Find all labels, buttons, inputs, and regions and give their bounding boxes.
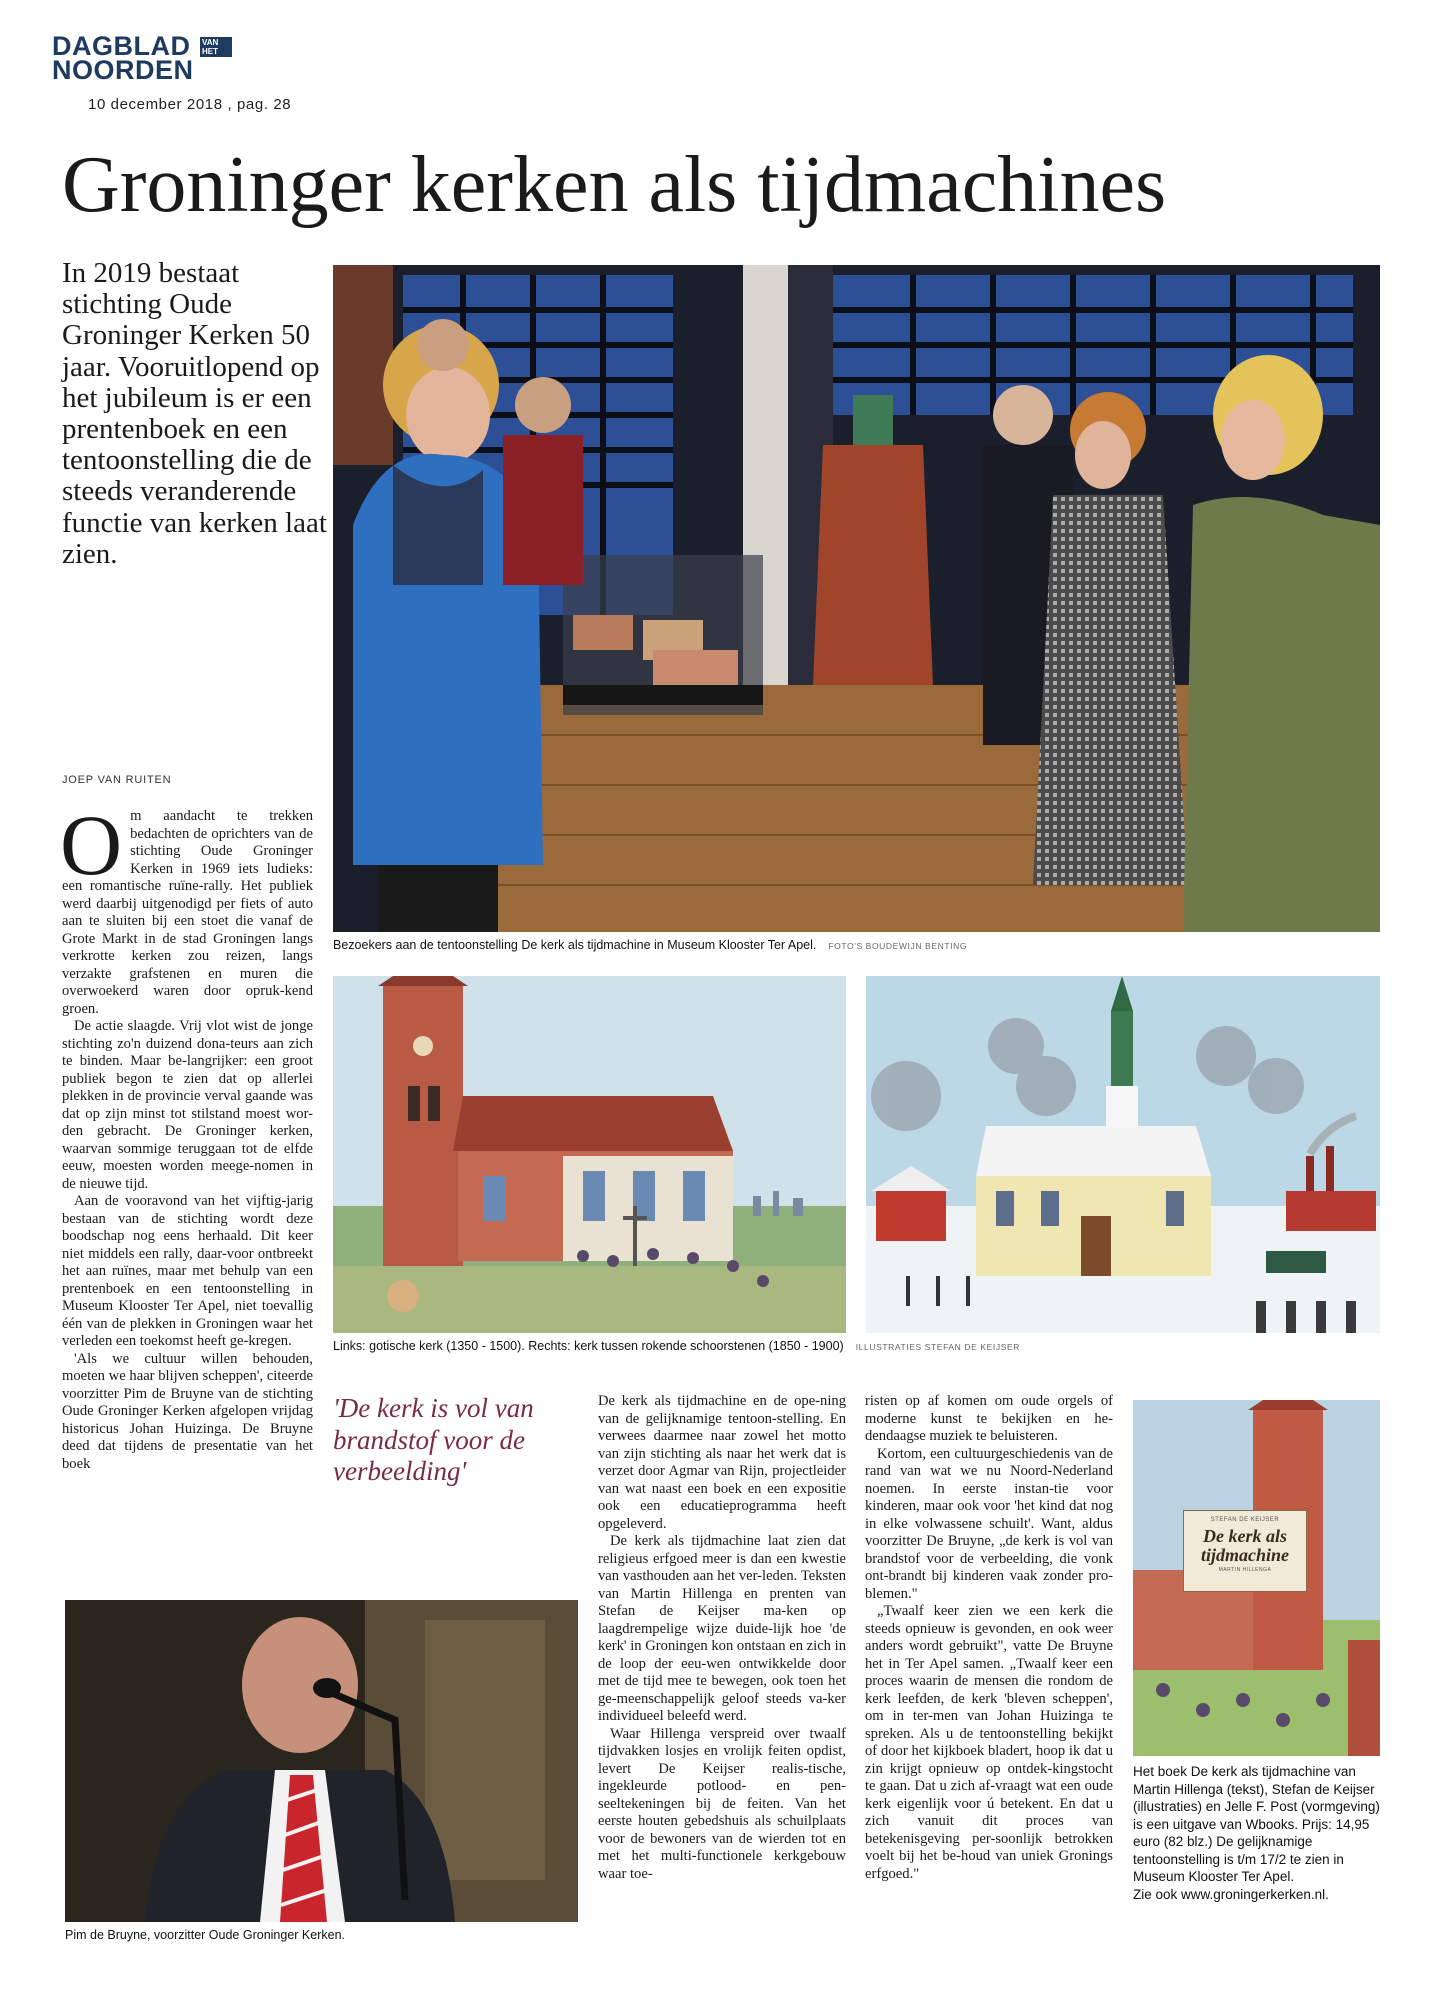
main-photo-exhibition [333, 265, 1380, 932]
dropcap: O [60, 797, 123, 893]
illustrations-caption-text: Links: gotische kerk (1350 - 1500). Rechts: kerk tussen rokende schoorstenen (1850 - 1900) [333, 1339, 844, 1353]
book-caption [1133, 1763, 1393, 1903]
logo-small-text: VAN HET [200, 37, 232, 57]
logo-line-1: DAGBLAD [52, 31, 191, 61]
dateline: 10 december 2018 , pag. 28 [88, 96, 292, 113]
article-column-4 [865, 1393, 1113, 1883]
main-photo-image [333, 265, 1380, 932]
illustration-gothic-church-image [333, 976, 846, 1333]
book-cover-subtitle: MARTIN HILLENGA [1218, 1567, 1272, 1573]
paragraph-8: risten op af komen om oude orgels of moderne kunst te bekijken en he-dendaagse muziek te beluisteren. [865, 1393, 1113, 1444]
paragraph-1 [60, 797, 313, 1018]
paragraph-4: 'Als we cultuur willen behouden, moeten we haar blijven scheppen', citeerde voorzitter Pim de Bruyne van de stichting Oude Groninger Kerken afgelopen vrijdag historicus Johan Huizinga. De Bruyne deed dat tijdens de presentatie van het boek [62, 1350, 313, 1472]
newspaper-logo [52, 31, 232, 85]
paragraph-2: De actie slaagde. Vrij vlot wist de jonge stichting zo'n duizend dona-teurs aan zich te binden. Maar be-langrijker: een groot publiek begon te zien dat op allerlei plekken in de provincie verval gaande was dat op zijn minst tot stilstand moest wor-den gebracht. De Groninger kerken, waarvan sommige teruggaan tot de elfde eeuw, moesten worden meege-nomen in de nieuwe tijd. [62, 1018, 313, 1192]
book-cover-author: STEFAN DE KEIJSER [1210, 1517, 1280, 1523]
article-column-1 [60, 797, 313, 1473]
article-headline: Groninger kerken als tijdmachines [62, 141, 1167, 229]
book-caption-text: Het boek De kerk als tijdmachine van Martin Hillenga (tekst), Stefan de Keijser (illustraties) en Jelle F. Post (vormgeving) is een uitgave van Wbooks. Prijs: 14,95 euro (82 blz.) De gelijknamige tentoonstelling is t/m 17/2 te zien in Museum Klooster Ter Apel. [1133, 1764, 1380, 1884]
paragraph-9: Kortom, een cultuurgeschiedenis van de rand van wat we nu Noord-Nederland noemen. In eerste instan-tie voor kinderen, maar ook voor 'het kind dat nog in elke volwassene schuilt'. Want, aldus voorzitter De Bruyne, „de kerk is vol van brandstof voor de verbeelding, die vonk ont-brandt bij kinderen vaak zonder pro-blemen." [865, 1445, 1113, 1602]
book-caption-link: Zie ook www.groningerkerken.nl. [1133, 1886, 1329, 1902]
book-cover [1133, 1400, 1380, 1756]
illustrations-caption [333, 1338, 1020, 1355]
paragraph-5: De kerk als tijdmachine en de ope-ning van de gelijknamige tentoon-stelling. En verwees daarmee naar zowel het motto van zijn stichting als naar het werk dat is verzet door Agmar van Rijn, projectleider van wat naast een boek en een expositie ook een educatieprogramma heeft opgeleverd. [598, 1393, 846, 1532]
main-photo-caption-text: Bezoekers aan de tentoonstelling De kerk als tijdmachine in Museum Klooster Ter Apel. [333, 938, 817, 952]
pull-quote: 'De kerk is vol van brandstof voor de verbeelding' [333, 1393, 534, 1486]
paragraph-7: Waar Hillenga verspreid over twaalf tijdvakken losjes en vrolijk feiten opdist, levert De Keijser realis-tische, ingekleurde potlood- en pen-seeltekeningen bij de feiten. Van het eerste houten gebedshuis als schuilplaats voor de bewoners van de wierden tot en met het multi-functionele kerkgebouw waar toe- [598, 1725, 846, 1882]
illustration-gothic-church [333, 976, 846, 1333]
portrait-photo-image [65, 1600, 578, 1922]
byline: JOEP VAN RUITEN [62, 774, 172, 786]
illustrations-credit: ILLUSTRATIES STEFAN DE KEIJSER [855, 1342, 1020, 1352]
book-cover-title: De kerk als tijdmachine [1200, 1526, 1289, 1565]
book-title-plate [1183, 1510, 1307, 1592]
portrait-caption: Pim de Bruyne, voorzitter Oude Groninger Kerken. [65, 1928, 345, 1942]
article-intro: In 2019 bestaat stichting Oude Groninger Kerken 50 jaar. Vooruitlopend op het jubileum is er een prentenboek en een tentoonstelling die de steeds veranderende functie van kerken laat zien. [62, 257, 327, 570]
illustration-church-chimneys-image [866, 976, 1380, 1333]
paragraph-3: Aan de vooravond van het vijftig-jarig bestaan van de stichting wordt deze boodschap nog eens herhaald. Dit keer niet middels een rally, daar-voor ontbreekt het aan ruïnes, maar met behulp van een prentenboek en een tentoonstelling in Museum Klooster Ter Apel, niet toevallig één van de plekken in Groningen waar het verleden een toekomst heeft ge-kregen. [62, 1193, 313, 1349]
paragraph-6: De kerk als tijdmachine laat zien dat religieus erfgoed meer is dan een kwestie van vasthouden aan het ver-leden. Teksten van Martin Hillenga en prenten van Stefan de Keijser ma-ken op laagdrempelige wijze duide-lijk hoe 'de kerk' in Groningen kon ontstaan en zich in de loop der eeu-wen ontwikkelde door met de tijd mee te bewegen, ook toen het ge-meenschappelijk geloof steeds va-ker individueel beleefd werd. [598, 1533, 846, 1724]
article-column-3 [598, 1393, 846, 1883]
illustration-church-chimneys [866, 976, 1380, 1333]
main-photo-credit: FOTO'S BOUDEWIJN BENTING [828, 941, 968, 951]
paragraph-10: „Twaalf keer zien we een kerk die steeds opnieuw is gevonden, en ook weer anders wordt gebruikt", vatte De Bruyne het in Ter Apel samen. „Twaalf keer een proces waarin de mensen die rondom de kerk leefden, de kerk 'bleven scheppen', om in ter-men van Johan Huizinga te spreken. Als u de tentoonstelling bekijkt of door het kijkboek bladert, hoop ik dat u zin krijgt opnieuw op ontdek-kingstocht te gaan. Dat u zich af-vraagt wat een oude kerk eigenlijk voor ú betekent. En dat u zich vanuit dit proces van betekenisgeving per-soonlijk betrokken voelt bij het be-houd van uniek Gronings erfgoed." [865, 1603, 1113, 1882]
paragraph-1-text: m aandacht te trekken bedachten de oprichters van de stichting Oude Groninger Kerken in 1969 iets ludieks: een romantische ruïne-rally. Het publiek werd daarbij uitgenodigd per fiets of auto aan te sluiten bij een stoet die vanaf de Grote Markt in de stad Groningen langs verkrotte kerken zou reizen, langs verzakte grafstenen en muren die overwoekerd waren door opruk-kend groen. [62, 808, 313, 1017]
portrait-photo-pim-de-bruyne [65, 1600, 578, 1922]
main-photo-caption [333, 937, 967, 954]
logo-line-2: NOORDEN [52, 55, 194, 85]
